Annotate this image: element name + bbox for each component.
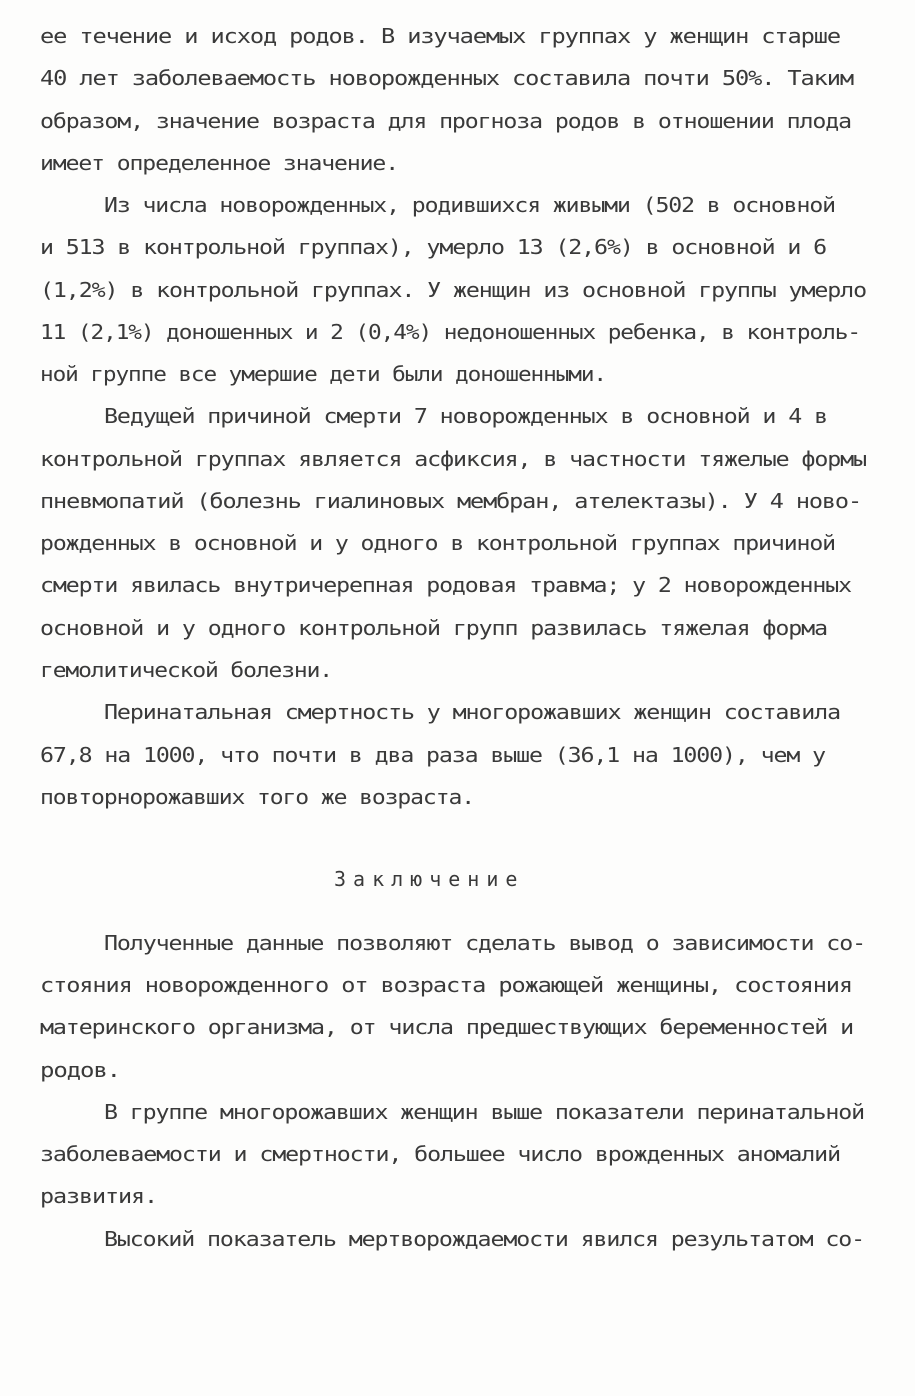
text-line: Из числа новорожденных, родившихся живыми (502 в основной: [104, 193, 835, 217]
text-line: смерти явилась внутричерепная родовая травма; у 2 новорожденных: [40, 573, 851, 597]
text-line: родов.: [40, 1058, 120, 1082]
text-line: Полученные данные позволяют сделать вывод о зависимости со-: [104, 931, 865, 955]
text-line: ее течение и исход родов. В изучаемых группах у женщин старше: [40, 24, 840, 48]
text-line: (1,2%) в контрольной группах. У женщин из основной группы умерло: [40, 278, 866, 302]
text-line: заболеваемости и смертности, большее число врожденных аномалий: [40, 1142, 840, 1166]
text-line: 11 (2,1%) доношенных и 2 (0,4%) недоношенных ребенка, в контроль-: [40, 320, 860, 344]
text-line: контрольной группах является асфиксия, в частности тяжелые формы: [40, 447, 866, 471]
text-line: пневмопатий (болезнь гиалиновых мембран, ателектазы). У 4 ново-: [40, 489, 861, 513]
text-line: ной группе все умершие дети были доношенными.: [40, 362, 606, 386]
text-line: и 513 в контрольной группах), умерло 13 (2,6%) в основной и 6: [40, 235, 826, 259]
text-line: развития.: [40, 1184, 157, 1208]
text-line: образом, значение возраста для прогноза родов в отношении плода: [40, 109, 851, 133]
text-line: повторнорожавших того же возраста.: [40, 785, 474, 809]
section-heading: Заключение: [334, 867, 525, 891]
text-line: материнского организма, от числа предшествующих беременностей и: [40, 1015, 853, 1039]
text-line: стояния новорожденного от возраста рожающей женщины, состояния: [40, 973, 852, 997]
text-line: основной и у одного контрольной групп развилась тяжелая форма: [40, 616, 827, 640]
text-line: имеет определенное значение.: [40, 151, 398, 175]
text-line: рожденных в основной и у одного в контрольной группах причиной: [40, 531, 835, 555]
text-line: Перинатальная смертность у многорожавших женщин составила: [104, 700, 840, 724]
text-line: гемолитической болезни.: [40, 658, 332, 682]
text-line: В группе многорожавших женщин выше показатели перинатальной: [104, 1100, 864, 1124]
text-line: Ведущей причиной смерти 7 новорожденных в основной и 4 в: [104, 404, 827, 428]
text-line: 67,8 на 1000, что почти в два раза выше (36,1 на 1000), чем у: [40, 743, 825, 767]
text-line: Высокий показатель мертворождаемости явился результатом со-: [104, 1227, 864, 1251]
text-line: 40 лет заболеваемость новорожденных составила почти 50%. Таким: [40, 66, 853, 90]
